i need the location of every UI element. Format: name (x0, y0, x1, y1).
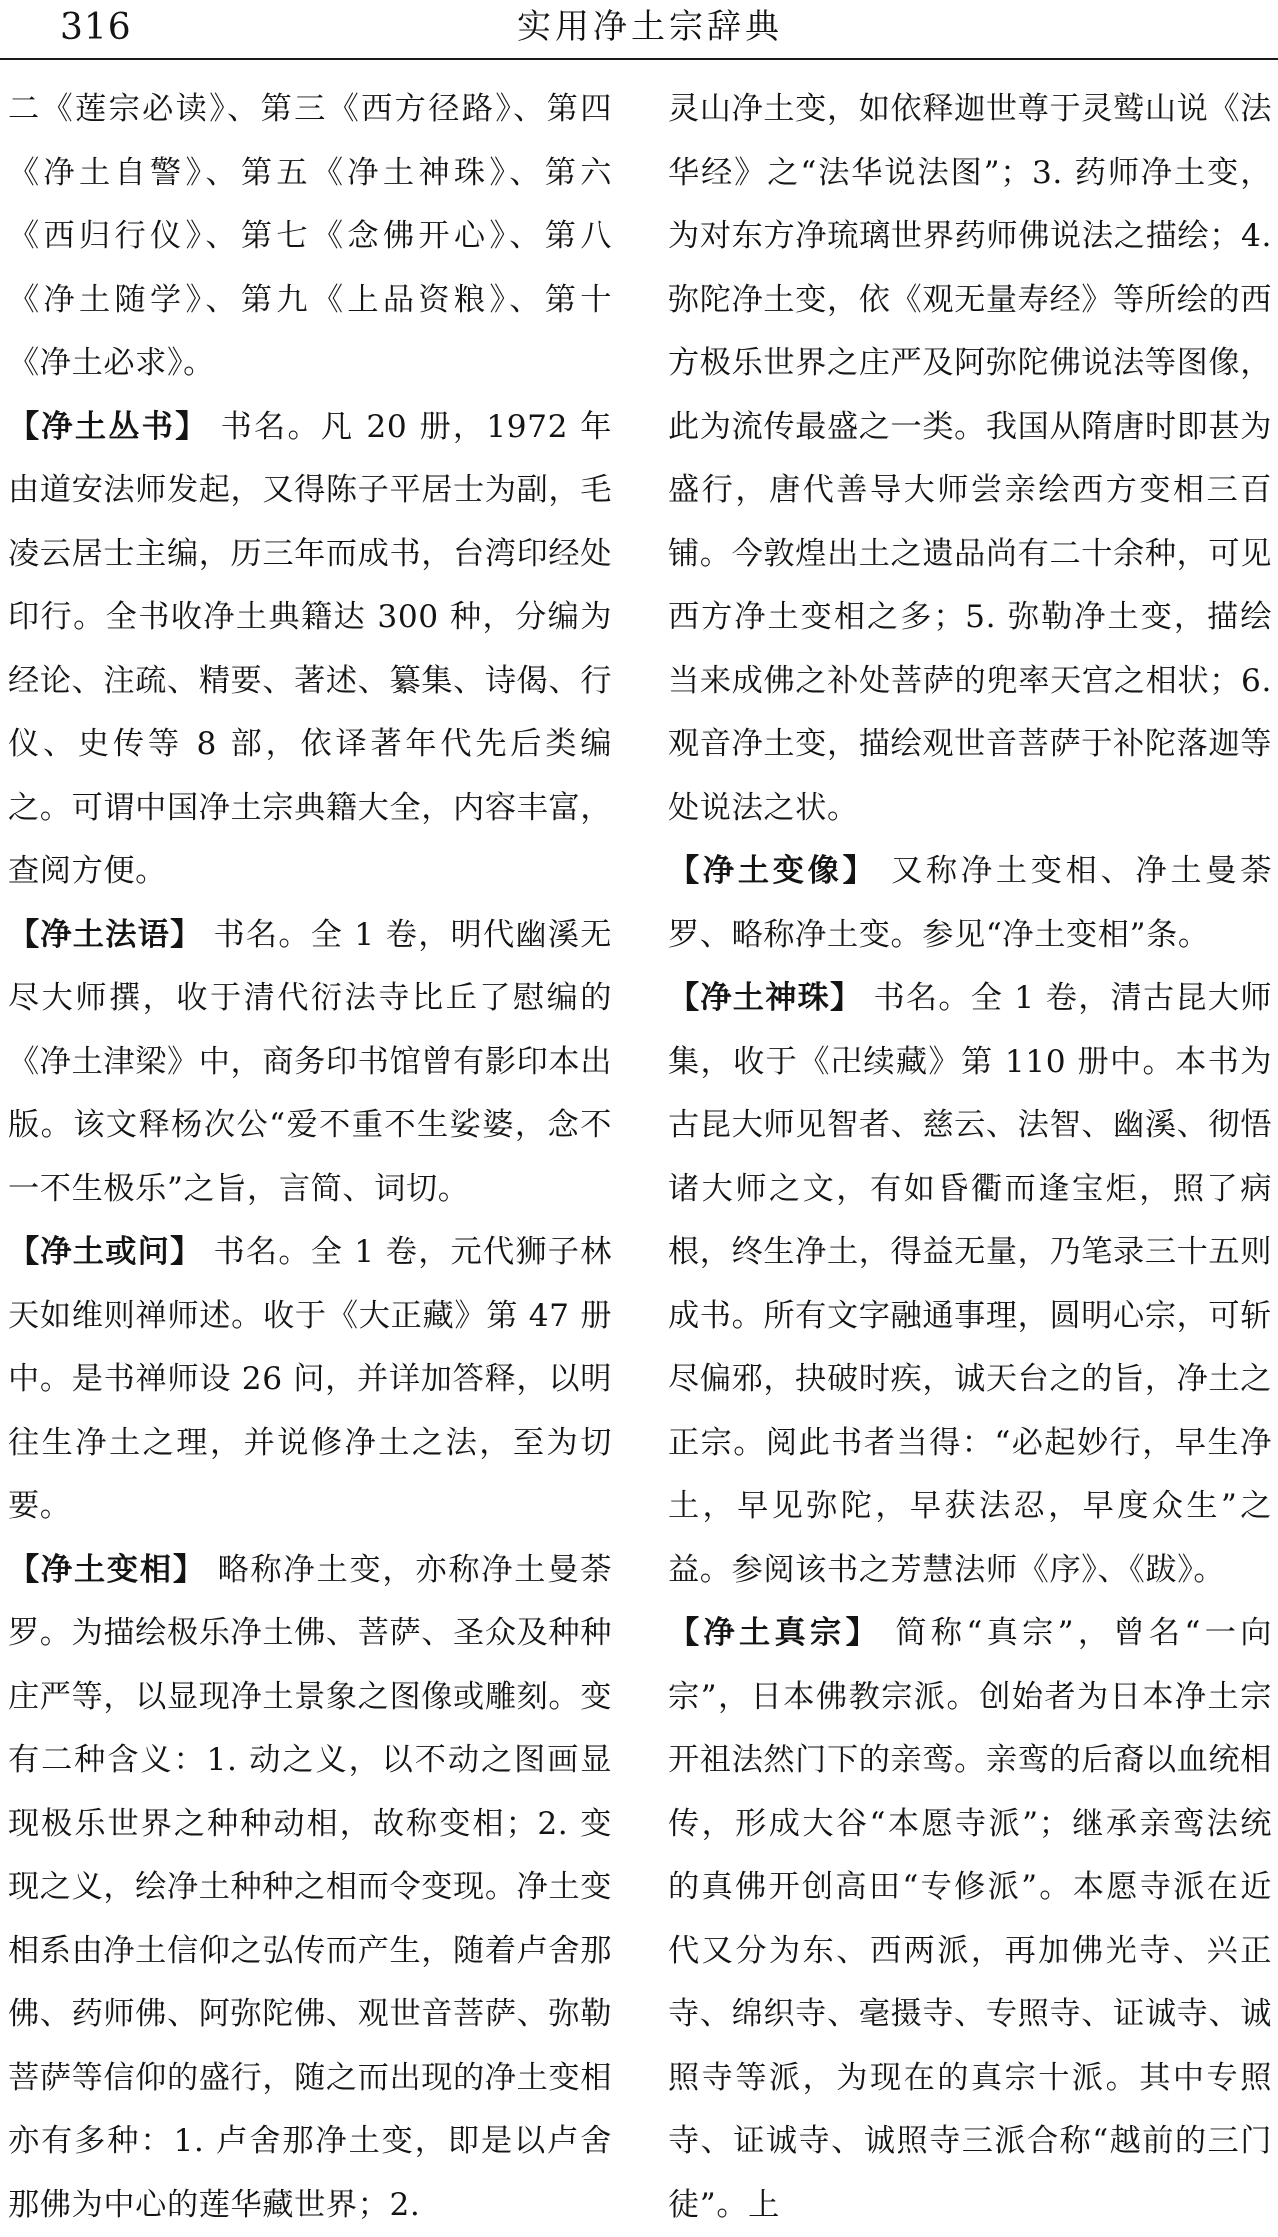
close-bracket: 】 (830, 980, 862, 1016)
page-header (0, 0, 1278, 66)
entry-title: 净土法语 (40, 917, 170, 953)
entry-body: 书名。全 1 卷，明代幽溪无尽大师撰，收于清代衍法寺比丘了慰编的《净土津梁》中，商务印书馆曾有影印本出版。该文释杨次公“爱不重不生娑婆，念不一不生极乐”之旨，言简、词切。 (8, 917, 612, 1207)
close-bracket: 】 (170, 1234, 202, 1270)
entry-body: 二《莲宗必读》、第三《西方径路》、第四《净土自警》、第五《净土神珠》、第六《西归行仪》、第七《念佛开心》、第八《净土随学》、第九《上品资粮》、第十《净土必求》。 (8, 91, 612, 381)
entry-jingtu-shenzhu (668, 967, 1272, 1602)
entry-title: 净土变相 (41, 1552, 173, 1588)
entry-body: 简称“真宗”，曾名“一向宗”，日本佛教宗派。创始者为日本净土宗开祖法然门下的亲鸾。亲鸾的后裔以血统相传，形成大谷“本愿寺派”；继承亲鸾法统的真佛开创高田“专修派”。本愿寺派在近代又分为东、西两派，再加佛光寺、兴正寺、绵织寺、毫摄寺、专照寺、证诚寺、诚照寺等派，为现在的真宗十派。其中专照寺、证诚寺、诚照寺三派合称“越前的三门徒”。上 (668, 1615, 1272, 2223)
entry-title: 净土丛书 (41, 409, 175, 445)
entry-body: 灵山净土变，如依释迦世尊于灵鹫山说《法华经》之“法华说法图”；3. 药师净土变，为对东方净琉璃世界药师佛说法之描绘；4. 弥陀净土变，依《观无量寿经》等所绘的西方极乐世界之庄严及阿弥陀佛说法等图像，此为流传最盛之一类。我国从隋唐时即甚为盛行，唐代善导大师尝亲绘西方变相三百铺。今敦煌出土之遗品尚有二十余种，可见西方净土变相之多；5. 弥勒净土变，描绘当来成佛之补处菩萨的兜率天宫之相状；6. 观音净土变，描绘观世音菩萨于补陀落迦等处说法之状。 (668, 91, 1272, 826)
entry-body: 又称净土变相、净土曼荼罗、略称净土变。参见“净土变相”条。 (668, 853, 1272, 953)
entry-continuation (8, 78, 612, 396)
open-bracket: 【 (8, 1234, 40, 1270)
running-title: 实用净土宗辞典 (420, 6, 880, 48)
page-number: 316 (60, 8, 132, 48)
entry-bianxiang-continued (668, 78, 1272, 840)
entry-title: 净土真宗 (704, 1615, 846, 1651)
close-bracket: 】 (846, 1615, 882, 1651)
entry-jingtu-huowen (8, 1221, 612, 1539)
open-bracket: 【 (8, 917, 40, 953)
open-bracket: 【 (8, 409, 41, 445)
open-bracket: 【 (668, 1615, 704, 1651)
entry-body: 书名。凡 20 册，1972 年由道安法师发起，又得陈子平居士为副，毛凌云居士主编，历三年而成书，台湾印经处印行。全书收净土典籍达 300 种，分编为经论、注疏、精要、著述、纂集、诗偈、行仪、史传等 8 部，依译著年代先后类编之。可谓中国净土宗典籍大全，内容丰富，查阅方便。 (8, 409, 612, 890)
close-bracket: 】 (843, 853, 878, 889)
entry-body: 略称净土变，亦称净土曼荼罗。为描绘极乐净土佛、菩萨、圣众及种种庄严等，以显现净土景象之图像或雕刻。变有二种含义：1. 动之义，以不动之图画显现极乐世界之种种动相，故称变相；2. 变现之义，绘净土种种之相而令变现。净土变相系由净土信仰之弘传而产生，随着卢舍那佛、药师佛、阿弥陀佛、观世音菩萨、弥勒菩萨等信仰的盛行，随之而出现的净土变相亦有多种：1. 卢舍那净土变，即是以卢舍那佛为中心的莲华藏世界；2. (8, 1552, 612, 2223)
header-rule (0, 58, 1278, 60)
open-bracket: 【 (668, 853, 703, 889)
entry-jingtu-bianxiang (8, 1539, 612, 2237)
entry-jingtu-bianxiang-2 (668, 840, 1272, 967)
entry-jingtu-zhenzong (668, 1602, 1272, 2237)
entry-body: 书名。全 1 卷，元代狮子林天如维则禅师述。收于《大正藏》第 47 册中。是书禅师设 26 问，并详加答释，以明往生净土之理，并说修净土之法，至为切要。 (8, 1234, 612, 1524)
entry-title: 净土变像 (703, 853, 843, 889)
right-column (668, 78, 1272, 1938)
open-bracket: 【 (8, 1552, 41, 1588)
left-column (8, 78, 612, 1938)
close-bracket: 】 (170, 917, 202, 953)
entry-title: 净土或问 (40, 1234, 170, 1270)
close-bracket: 】 (173, 1552, 206, 1588)
close-bracket: 】 (175, 409, 208, 445)
entry-title: 净土神珠 (700, 980, 830, 1016)
entry-body: 书名。全 1 卷，清古昆大师集，收于《卍续藏》第 110 册中。本书为古昆大师见智者、慈云、法智、幽溪、彻悟诸大师之文，有如昏衢而逢宝炬，照了病根，终生净土，得益无量，乃笔录三十五则成书。所有文字融通事理，圆明心宗，可斩尽偏邪，抉破时疾，诚天台之的旨，净土之正宗。阅此书者当得：“必起妙行，早生净土，早见弥陀，早获法忍，早度众生”之益。参阅该书之芳慧法师《序》、《跋》。 (668, 980, 1272, 1588)
entry-jingtu-fayu (8, 904, 612, 1222)
entry-jingtu-congshu (8, 396, 612, 904)
open-bracket: 【 (668, 980, 700, 1016)
